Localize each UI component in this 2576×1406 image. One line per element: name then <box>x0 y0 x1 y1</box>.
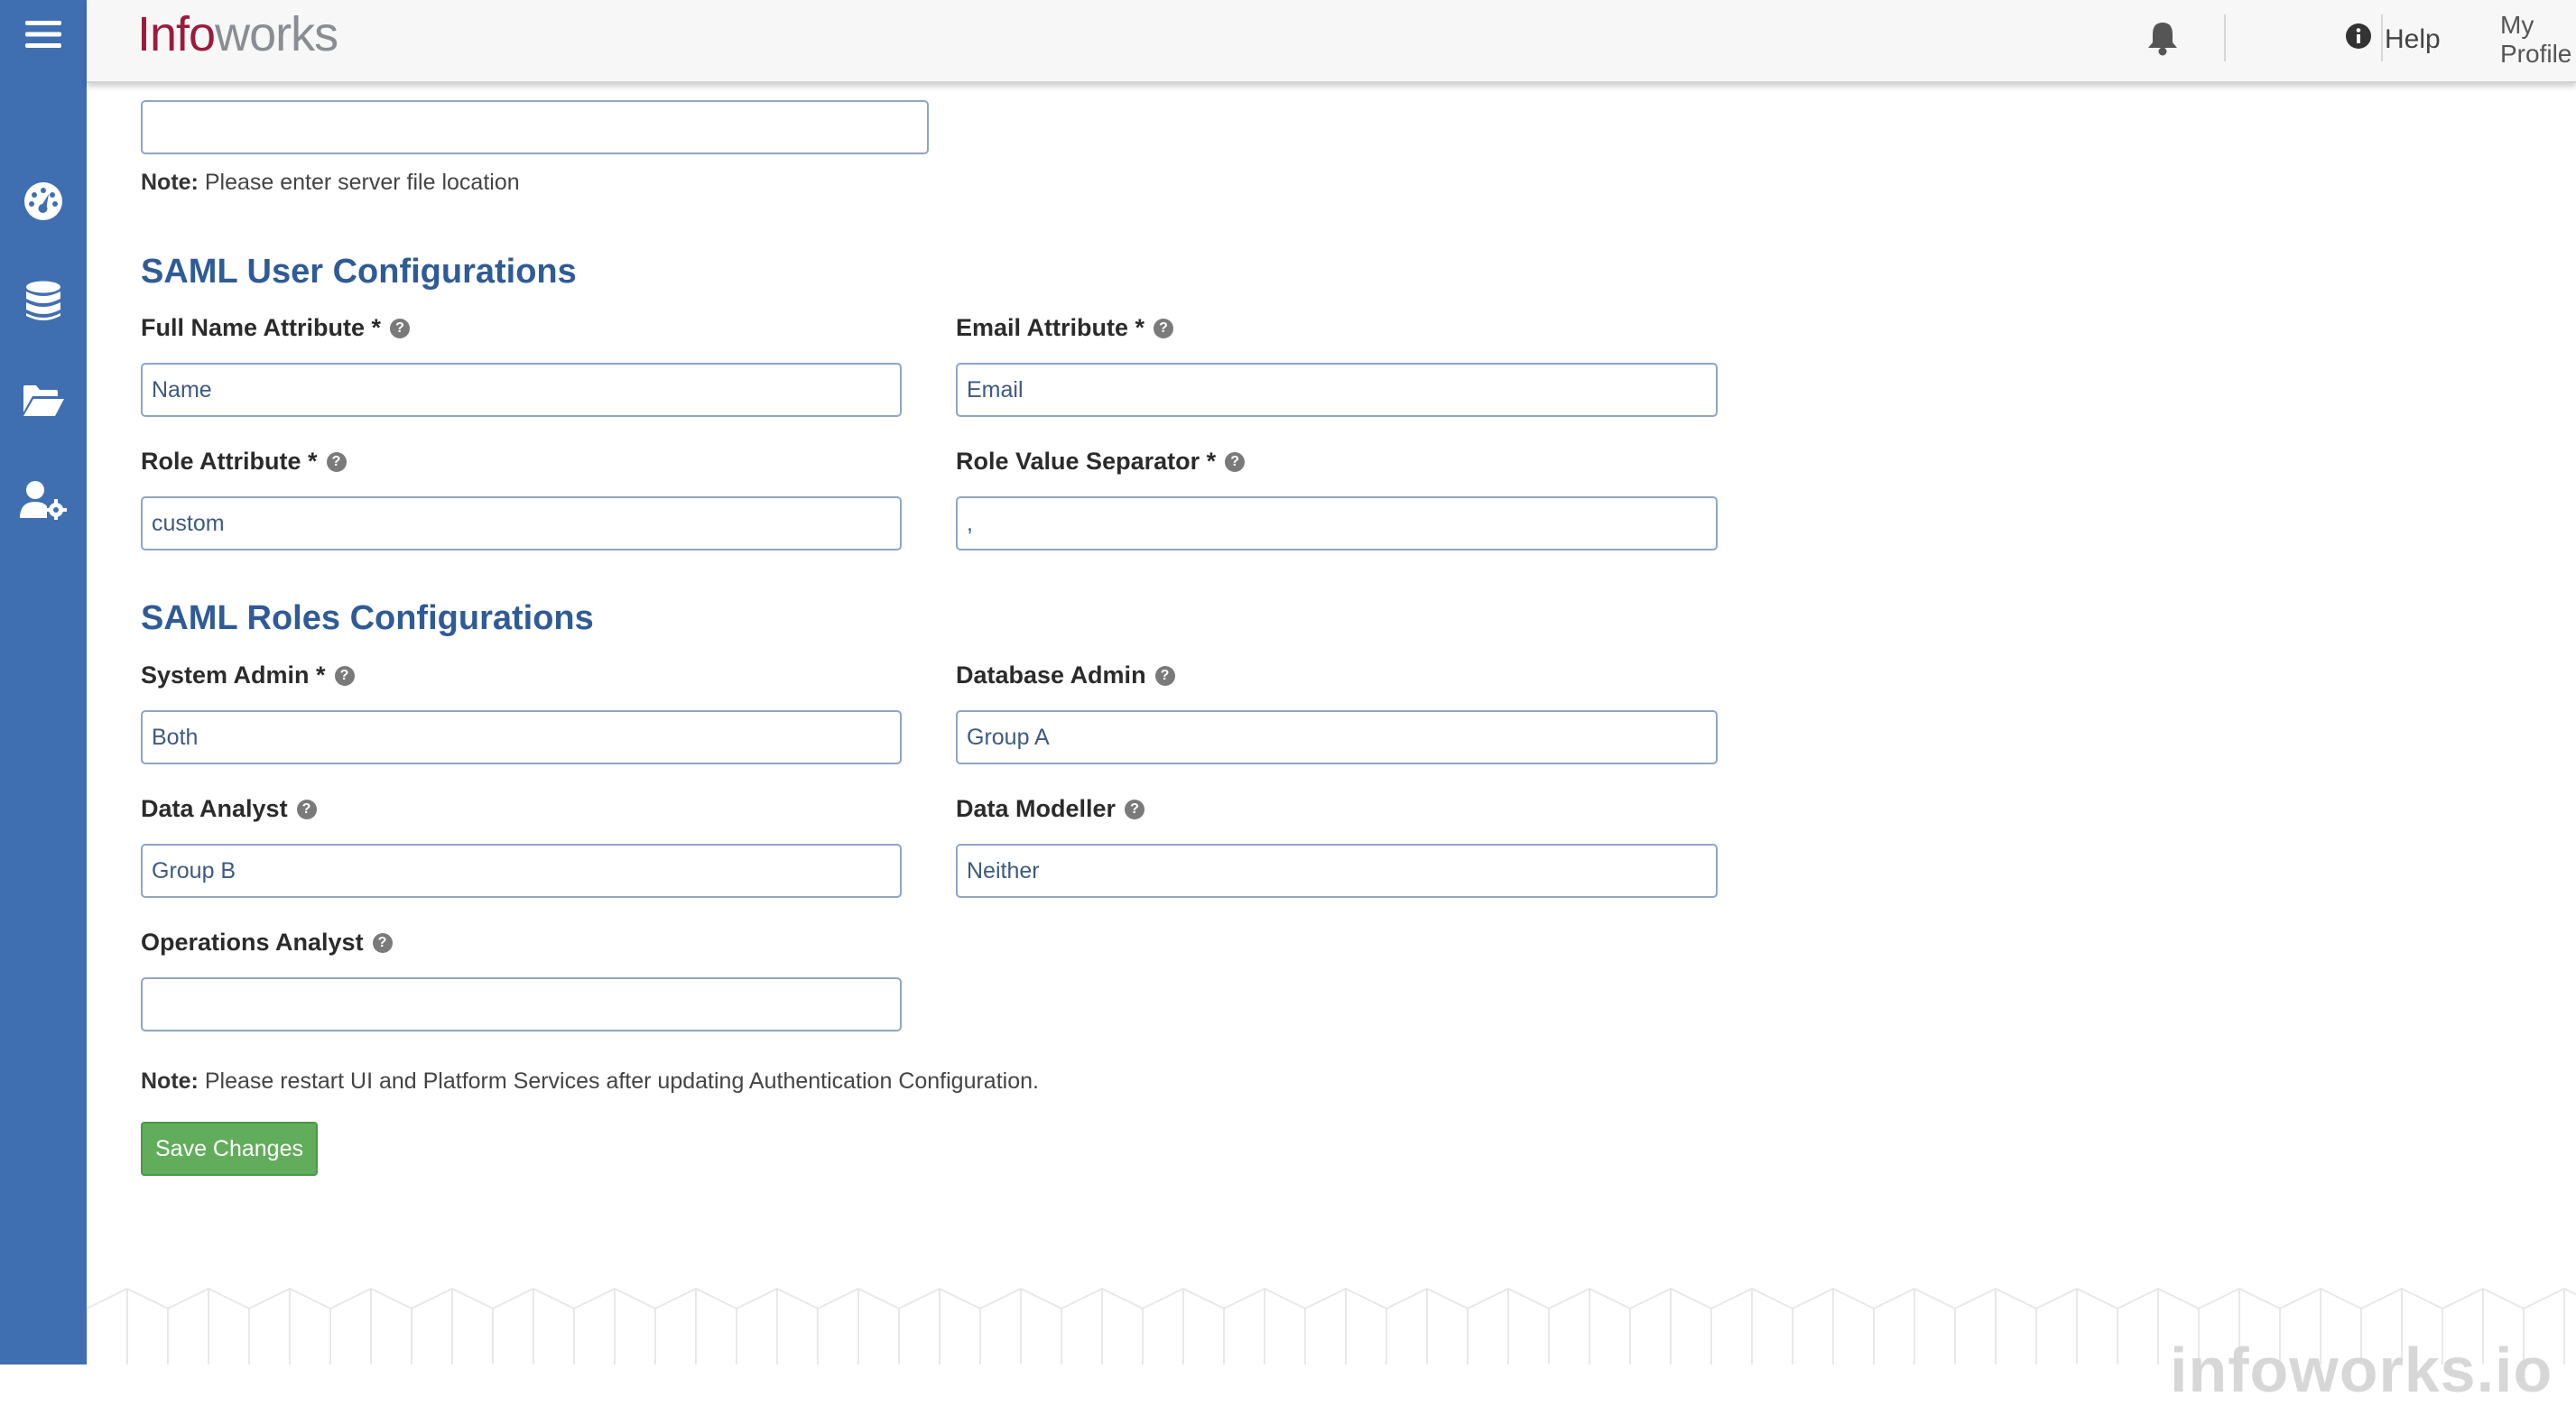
restart-services-note <box>141 1068 1039 1095</box>
help-question-icon[interactable]: ? <box>335 666 355 686</box>
sidebar-item-dashboard[interactable] <box>0 167 87 239</box>
database-admin-input[interactable] <box>956 710 1718 764</box>
sidebar-item-folder[interactable] <box>0 366 87 439</box>
hamburger-icon <box>25 19 61 54</box>
sidebar-item-database[interactable] <box>0 267 87 339</box>
hamburger-menu-button[interactable] <box>0 0 87 72</box>
data-analyst-input[interactable] <box>141 844 902 898</box>
logo-text-info: Info <box>137 7 216 61</box>
server-file-location-input[interactable] <box>141 100 929 154</box>
note-text: Please restart UI and Platform Services after updating Authentication Configuration. <box>204 1068 1039 1094</box>
notifications-button[interactable] <box>2146 20 2182 56</box>
saml-roles-config-title: SAML Roles Configurations <box>141 599 594 637</box>
database-icon <box>25 281 61 327</box>
full-name-attribute-input[interactable] <box>141 363 902 417</box>
bell-icon <box>2146 44 2179 60</box>
note-prefix: Note: <box>141 170 199 195</box>
help-question-icon[interactable]: ? <box>297 800 317 819</box>
help-question-icon[interactable]: ? <box>373 933 393 953</box>
server-file-note <box>141 170 520 196</box>
email-attribute-input[interactable] <box>956 363 1718 417</box>
role-value-separator-label: Role Value Separator * ? <box>956 448 1245 476</box>
role-attribute-input[interactable] <box>141 496 902 550</box>
folder-open-icon <box>22 384 65 422</box>
system-admin-input[interactable] <box>141 710 902 764</box>
dashboard-icon <box>23 181 63 226</box>
sidebar <box>0 0 87 1364</box>
help-link[interactable] <box>2345 16 2441 63</box>
help-question-icon[interactable]: ? <box>1154 319 1173 338</box>
my-profile-dropdown[interactable] <box>2500 11 2576 68</box>
header-divider <box>2224 14 2226 61</box>
infoworks-logo[interactable] <box>137 5 338 63</box>
database-admin-label: Database Admin ? <box>956 661 1175 689</box>
data-modeller-label: Data Modeller ? <box>956 795 1144 823</box>
profile-label: My Profile <box>2500 11 2572 68</box>
system-admin-label: System Admin * ? <box>141 661 355 689</box>
help-question-icon[interactable]: ? <box>327 452 347 472</box>
role-value-separator-input[interactable] <box>956 496 1718 550</box>
saml-user-config-title: SAML User Configurations <box>141 253 577 291</box>
email-attribute-label: Email Attribute * ? <box>956 314 1173 342</box>
operations-analyst-input[interactable] <box>141 977 902 1031</box>
note-text: Please enter server file location <box>204 170 520 195</box>
help-question-icon[interactable]: ? <box>1125 800 1144 819</box>
full-name-attribute-label: Full Name Attribute * ? <box>141 314 410 342</box>
save-changes-button[interactable]: Save Changes <box>141 1122 318 1176</box>
note-prefix: Note: <box>141 1068 199 1094</box>
info-icon <box>2345 23 2372 57</box>
sidebar-item-user-settings[interactable] <box>0 466 87 538</box>
help-question-icon[interactable]: ? <box>390 319 410 338</box>
data-analyst-label: Data Analyst ? <box>141 795 317 823</box>
role-attribute-label: Role Attribute * ? <box>141 448 347 476</box>
operations-analyst-label: Operations Analyst ? <box>141 929 393 957</box>
help-question-icon[interactable]: ? <box>1225 452 1245 472</box>
header-divider <box>2381 14 2383 61</box>
help-question-icon[interactable]: ? <box>1155 666 1175 686</box>
logo-text-works: works <box>215 7 338 61</box>
help-label: Help <box>2385 24 2441 54</box>
footer-brand-text: infoworks.io <box>2170 1335 2553 1405</box>
top-header <box>87 0 2576 83</box>
data-modeller-input[interactable] <box>956 844 1718 898</box>
user-gear-icon <box>20 480 67 524</box>
